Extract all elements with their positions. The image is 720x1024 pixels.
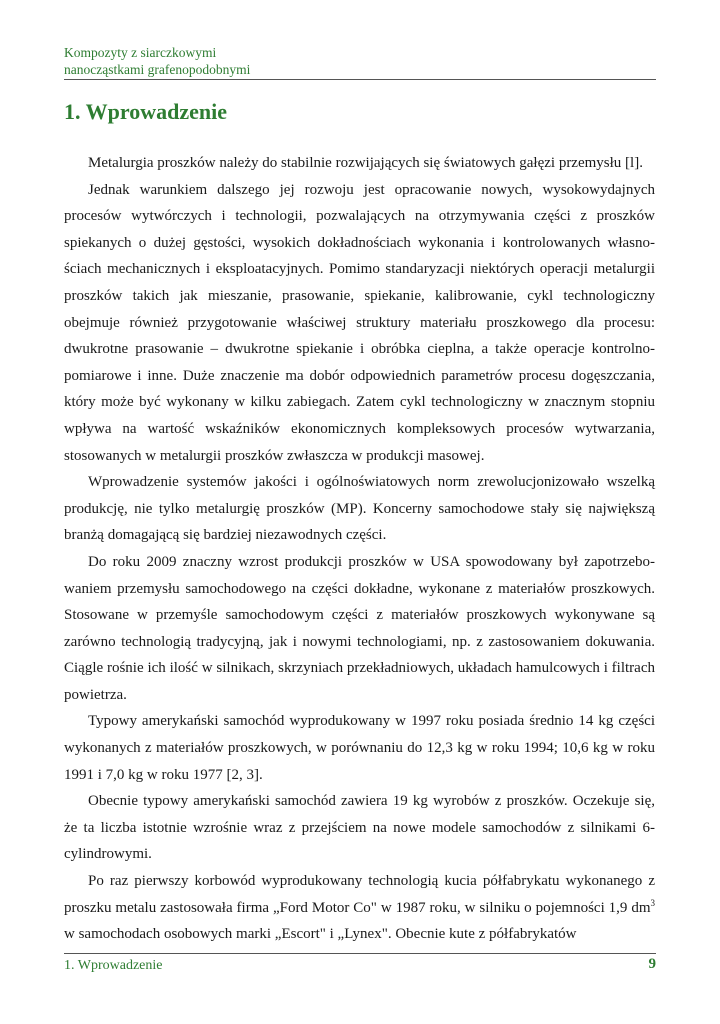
chapter-title: 1. Wprowadzenie [64,99,227,124]
paragraph-3: Wprowadzenie systemów jakości i ogólnoświatowych norm zrewolucjonizowało wszelką produkcję, nie tylko metalurgię proszków (MP). Koncerny samochodowe stały się największą branżą domagającą się bardziej niezawodnych części. [64,474,655,544]
header-divider [64,79,656,80]
footer-chapter-title: 1. Wprowadzenie [64,958,163,973]
paragraph-1: Metalurgia proszków należy do stabilnie rozwijających się światowych gałęzi przemysłu [l]. [88,155,643,171]
superscript-exponent: 3 [650,897,655,908]
running-header-line-2: nanocząstkami grafenopodobnymi [64,62,251,77]
running-header-line-1: Kompozyty z siarczkowymi [64,45,217,60]
page-number: 9 [648,956,656,972]
footer-divider [64,953,656,954]
paragraph-6: Obecnie typowy amerykański samochód zawiera 19 kg wyrobów z proszków. Oczekuje się, że ta liczba istotnie wzrośnie wraz z przejściem na nowe modele samochodów z silnikami 6-cylindrowymi. [64,793,655,863]
paragraph-4: Do roku 2009 znaczny wzrost produkcji proszków w USA spowodowany był zapotrzebo-waniem przemysłu samochodowego na części dokładne, wykonane z materiałów proszkowych. Stosowane w przemyśle samochodowym części z materiałów proszkowych wykonywane są zarówno technologią tradycyjną, jak i nowymi technologiami, np. z zastosowaniem dokuwania. Ciągle rośnie ich ilość w silnikach, skrzyniach przekładniowych, układach hamulcowych i filtrach powietrza. [64,553,655,703]
paragraph-7 [64,868,655,948]
body-text [64,150,655,948]
paragraph-5: Typowy amerykański samochód wyprodukowany w 1997 roku posiada średnio 14 kg części wykonanych z materiałów proszkowych, w porównaniu do 12,3 kg w roku 1994; 10,6 kg w roku 1991 i 7,0 kg w roku 1977 [2, 3]. [64,713,655,783]
paragraph-7-text-a: Po raz pierwszy korbowód wyprodukowany technologią kucia półfabrykatu wykonanego z proszku metalu zastosowała firma „Ford Motor Co" w 1987 roku, w silniku o pojemności 1,9 dm [64,873,655,916]
paragraph-2: Jednak warunkiem dalszego jej rozwoju jest opracowanie nowych, wysokowydajnych procesów wytwórczych i technologii, pozwalających na otrzymywania części z proszków spiekanych o dużej gęstości, wysokich dokładnościach wykonania i kontrolowanych własno-ściach mechanicznych i eksploatacyjnych. Pomimo standaryzacji niektórych operacji metalurgii proszków takich jak mieszanie, prasowanie, spiekanie, kalibrowanie, cykl technologiczny obejmuje również przygotowanie właściwej struktury materiału proszkowego dla procesu: dwukrotne prasowanie – dwukrotne spiekanie i obróbka cieplna, a także operacje kontrolno-pomiarowe i inne. Duże znaczenie ma dobór odpowiednich parametrów procesu dogęszczania, który może być wykonany w kilku zabiegach. Zatem cykl technologiczny w znacznym stopniu wpływa na wartość wskaźników ekonomicznych kompleksowych procesów wytwarzania, stosowanych w metalurgii proszków zwłaszcza w produkcji masowej. [64,181,655,464]
running-header [64,44,656,78]
paragraph-7-text-b: w samochodach osobowych marki „Escort" i „Lynex". Obecnie kute z półfabrykatów [64,926,577,943]
